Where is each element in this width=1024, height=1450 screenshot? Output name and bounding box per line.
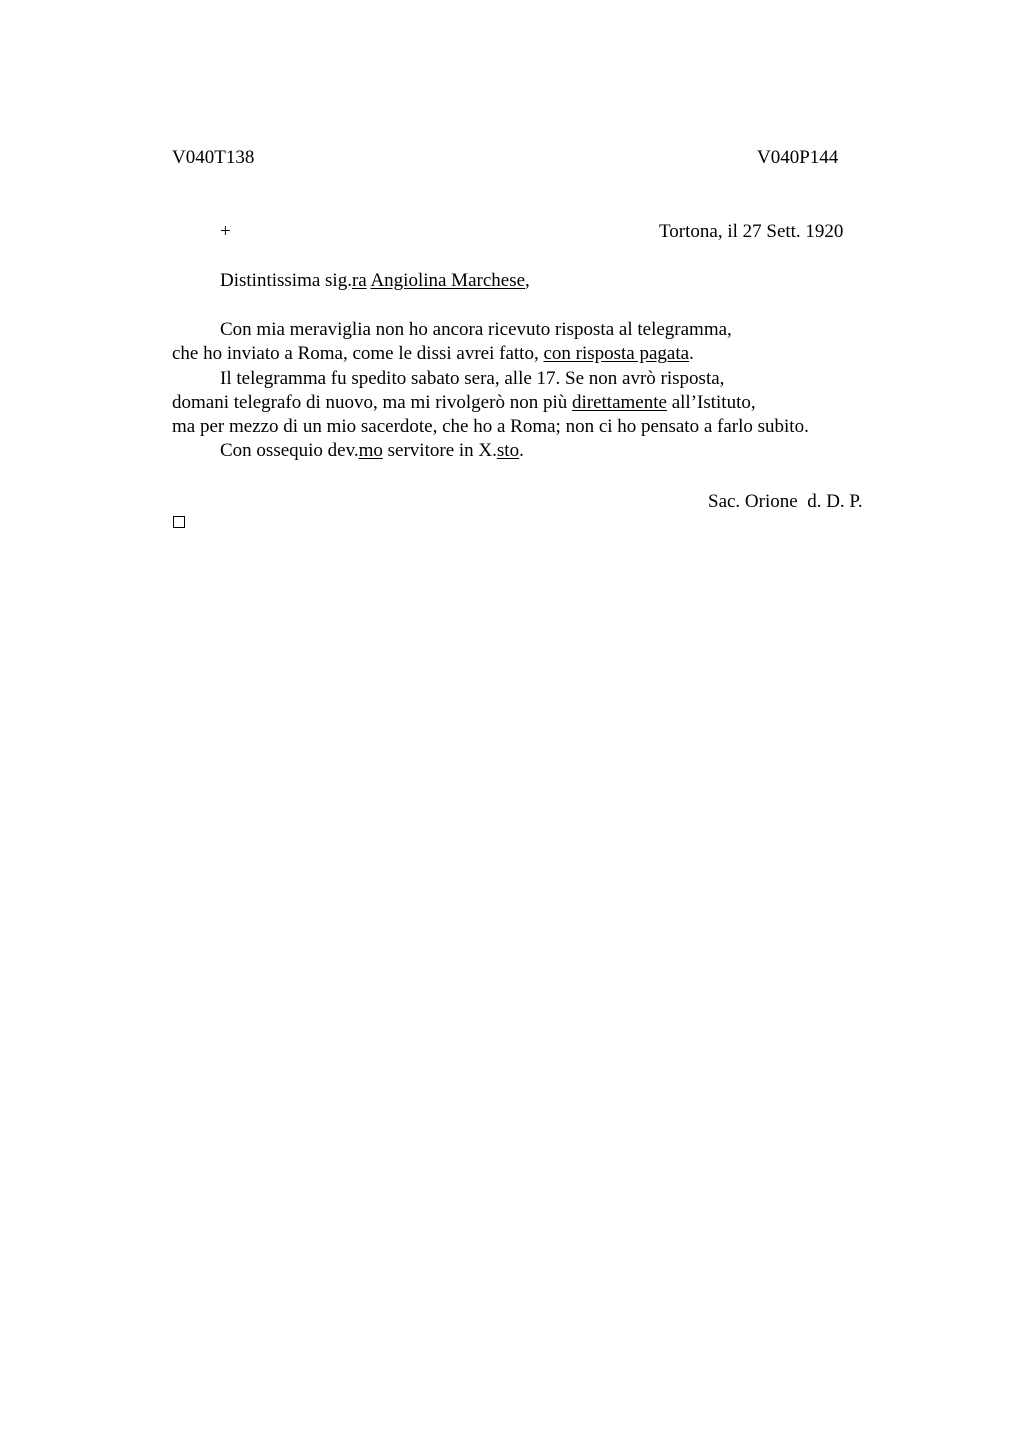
closing-mid: servitore in X. bbox=[382, 440, 497, 462]
para1-line2 bbox=[172, 342, 872, 366]
letter-body bbox=[172, 318, 872, 464]
para2-line2-pre: domani telegrafo di nuovo, ma mi rivolgerò non più bbox=[172, 391, 572, 413]
para2-line2-underlined: direttamente bbox=[571, 391, 667, 413]
signature: Sac. Orione d. D. P. bbox=[708, 491, 863, 512]
salutation-abbr: ra bbox=[351, 270, 367, 291]
place-date: Tortona, il 27 Sett. 1920 bbox=[659, 221, 844, 242]
closing-pre: Con ossequio dev. bbox=[220, 440, 359, 462]
para1-line2-pre: che ho inviato a Roma, come le dissi avrei fatto, bbox=[172, 343, 544, 365]
closing-abbr2: sto bbox=[496, 440, 520, 462]
closing-line bbox=[172, 439, 872, 463]
para2-line3: ma per mezzo di un mio sacerdote, che ho a Roma; non ci ho pensato a farlo subito. bbox=[172, 416, 809, 438]
recipient-name: Angiolina Marchese bbox=[370, 270, 526, 291]
para2-line2 bbox=[172, 391, 872, 415]
end-square-icon bbox=[173, 516, 185, 528]
para2-line1: Il telegramma fu spedito sabato sera, alle 17. Se non avrò risposta, bbox=[220, 367, 725, 389]
para1-line1: Con mia meraviglia non ho ancora ricevuto risposta al telegramma, bbox=[220, 319, 732, 340]
closing-abbr1: mo bbox=[358, 440, 383, 462]
closing-post: . bbox=[519, 440, 524, 462]
salutation bbox=[220, 269, 530, 293]
para1-line2-post: . bbox=[689, 343, 694, 365]
salutation-prefix: Distintissima sig. bbox=[220, 270, 352, 291]
para2-line2-post: all’Istituto, bbox=[666, 391, 756, 413]
cross-symbol: + bbox=[220, 221, 231, 242]
salutation-suffix: , bbox=[525, 270, 530, 291]
document-ref-right: V040P144 bbox=[757, 147, 839, 168]
para1-line2-underlined: con risposta pagata bbox=[543, 343, 690, 365]
document-ref-left: V040T138 bbox=[172, 147, 255, 168]
